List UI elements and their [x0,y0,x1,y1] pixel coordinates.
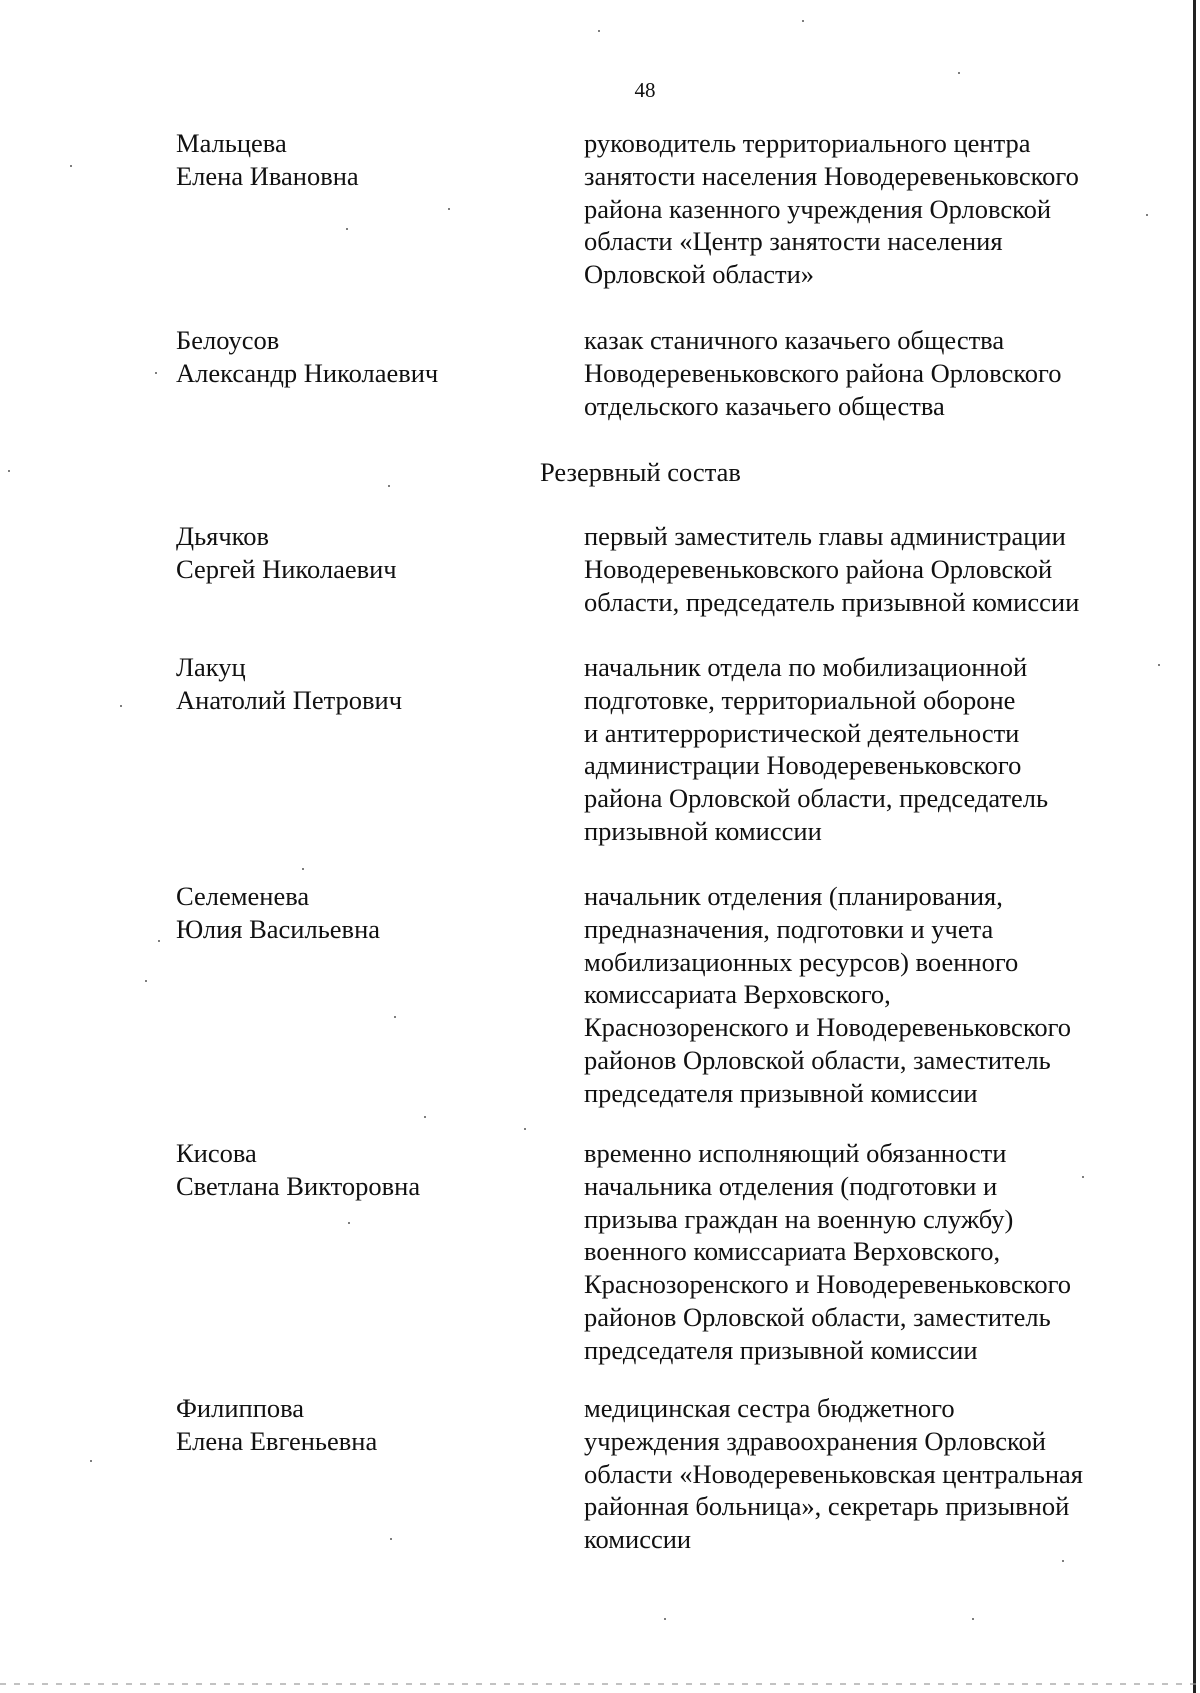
scan-speck [158,940,160,942]
role-line: района казенного учреждения Орловской [584,193,1052,224]
member-given-names: Александр Николаевич [176,357,439,388]
member-role [584,1137,1144,1367]
scan-speck [524,1128,526,1130]
role-line: подготовке, территориальной обороне [584,684,1016,715]
role-line: начальник отделения (планирования, [584,881,1003,911]
member-role [584,651,1144,848]
role-line: председателя призывной комиссии [584,1334,978,1365]
scan-speck [958,72,960,74]
role-line: руководитель территориального центра [584,128,1031,158]
role-line: первый заместитель главы администрации [584,521,1066,551]
page-number: 48 [634,78,656,102]
scan-speck [120,705,122,707]
member-given-names: Светлана Викторовна [176,1170,421,1201]
member-role [584,520,1144,618]
member-name [176,1392,556,1458]
role-line: Орловской области» [584,259,815,290]
role-line: администрации Новодеревеньковского [584,750,1022,781]
scan-speck [1062,1560,1064,1562]
role-line: района Орловской области, председатель [584,783,1049,814]
member-name [176,324,556,390]
scan-speck [302,868,304,870]
member-surname: Филиппова [176,1393,305,1423]
scan-speck [388,485,390,487]
role-line: комиссии [584,1524,692,1555]
scan-speck [394,1016,396,1018]
role-line: занятости населения Новодеревеньковского [584,160,1079,191]
role-line: временно исполняющий обязанности [584,1138,1007,1168]
role-line: отдельского казачьего общества [584,390,945,421]
scan-speck [8,470,10,472]
role-line: области, председатель призывной комиссии [584,586,1080,617]
role-line: начальник отдела по мобилизационной [584,652,1028,682]
member-name [176,880,556,946]
scan-speck [424,1116,426,1118]
member-surname: Селеменева [176,881,310,911]
scan-speck [1146,214,1148,216]
role-line: медицинская сестра бюджетного [584,1393,955,1423]
member-given-names: Елена Ивановна [176,160,359,191]
role-line: призывной комиссии [584,815,822,846]
role-line: казак станичного казачьего общества [584,325,1005,355]
role-line: Новодеревеньковского района Орловского [584,357,1062,388]
scan-speck [802,20,804,22]
member-name [176,127,556,193]
member-role [584,127,1144,291]
role-line: военного комиссариата Верховского, [584,1236,1001,1267]
role-line: Новодеревеньковского района Орловской [584,553,1053,584]
scan-speck [346,228,348,230]
scan-speck [664,1618,666,1620]
role-line: Краснозоренского и Новодеревеньковского [584,1269,1072,1300]
member-surname: Дьячков [176,521,269,551]
role-line: области «Центр занятости населения [584,226,1003,257]
scan-speck [972,1618,974,1620]
member-role [584,324,1144,422]
scan-speck [1158,664,1160,666]
role-line: мобилизационных ресурсов) военного [584,946,1019,977]
role-line: начальника отделения (подготовки и [584,1170,998,1201]
member-role [584,1392,1144,1556]
role-line: и антитеррористической деятельности [584,717,1020,748]
scan-speck [155,372,157,374]
role-line: районов Орловской области, заместитель [584,1301,1051,1332]
role-line: председателя призывной комиссии [584,1077,978,1108]
member-given-names: Юлия Васильевна [176,913,381,944]
member-name [176,651,556,717]
scan-speck [145,980,147,982]
role-line: учреждения здравоохранения Орловской [584,1425,1046,1456]
role-line: призыва граждан на военную службу) [584,1203,1014,1234]
scan-border [1193,0,1196,1693]
role-line: Краснозоренского и Новодеревеньковского [584,1012,1072,1043]
scan-speck [90,1460,92,1462]
member-surname: Лакуц [176,652,246,682]
member-name [176,1137,556,1203]
scan-speck [348,1222,350,1224]
role-line: районов Орловской области, заместитель [584,1044,1051,1075]
member-surname: Кисова [176,1138,257,1168]
role-line: предназначения, подготовки и учета [584,913,994,944]
scan-speck [448,208,450,210]
scan-speck [1082,1176,1084,1178]
member-given-names: Сергей Николаевич [176,553,397,584]
scan-bottom-edge [0,1683,1200,1685]
member-name [176,520,556,586]
member-role [584,880,1144,1110]
scan-speck [390,1538,392,1540]
role-line: районная больница», секретарь призывной [584,1491,1070,1522]
reserve-section-title: Резервный состав [540,457,741,487]
member-given-names: Анатолий Петрович [176,684,403,715]
member-given-names: Елена Евгеньевна [176,1425,378,1456]
member-surname: Мальцева [176,128,287,158]
member-surname: Белоусов [176,325,280,355]
role-line: области «Новодеревеньковская центральная [584,1458,1083,1489]
role-line: комиссариата Верховского, [584,979,891,1010]
scan-speck [598,30,600,32]
scan-speck [70,165,72,167]
